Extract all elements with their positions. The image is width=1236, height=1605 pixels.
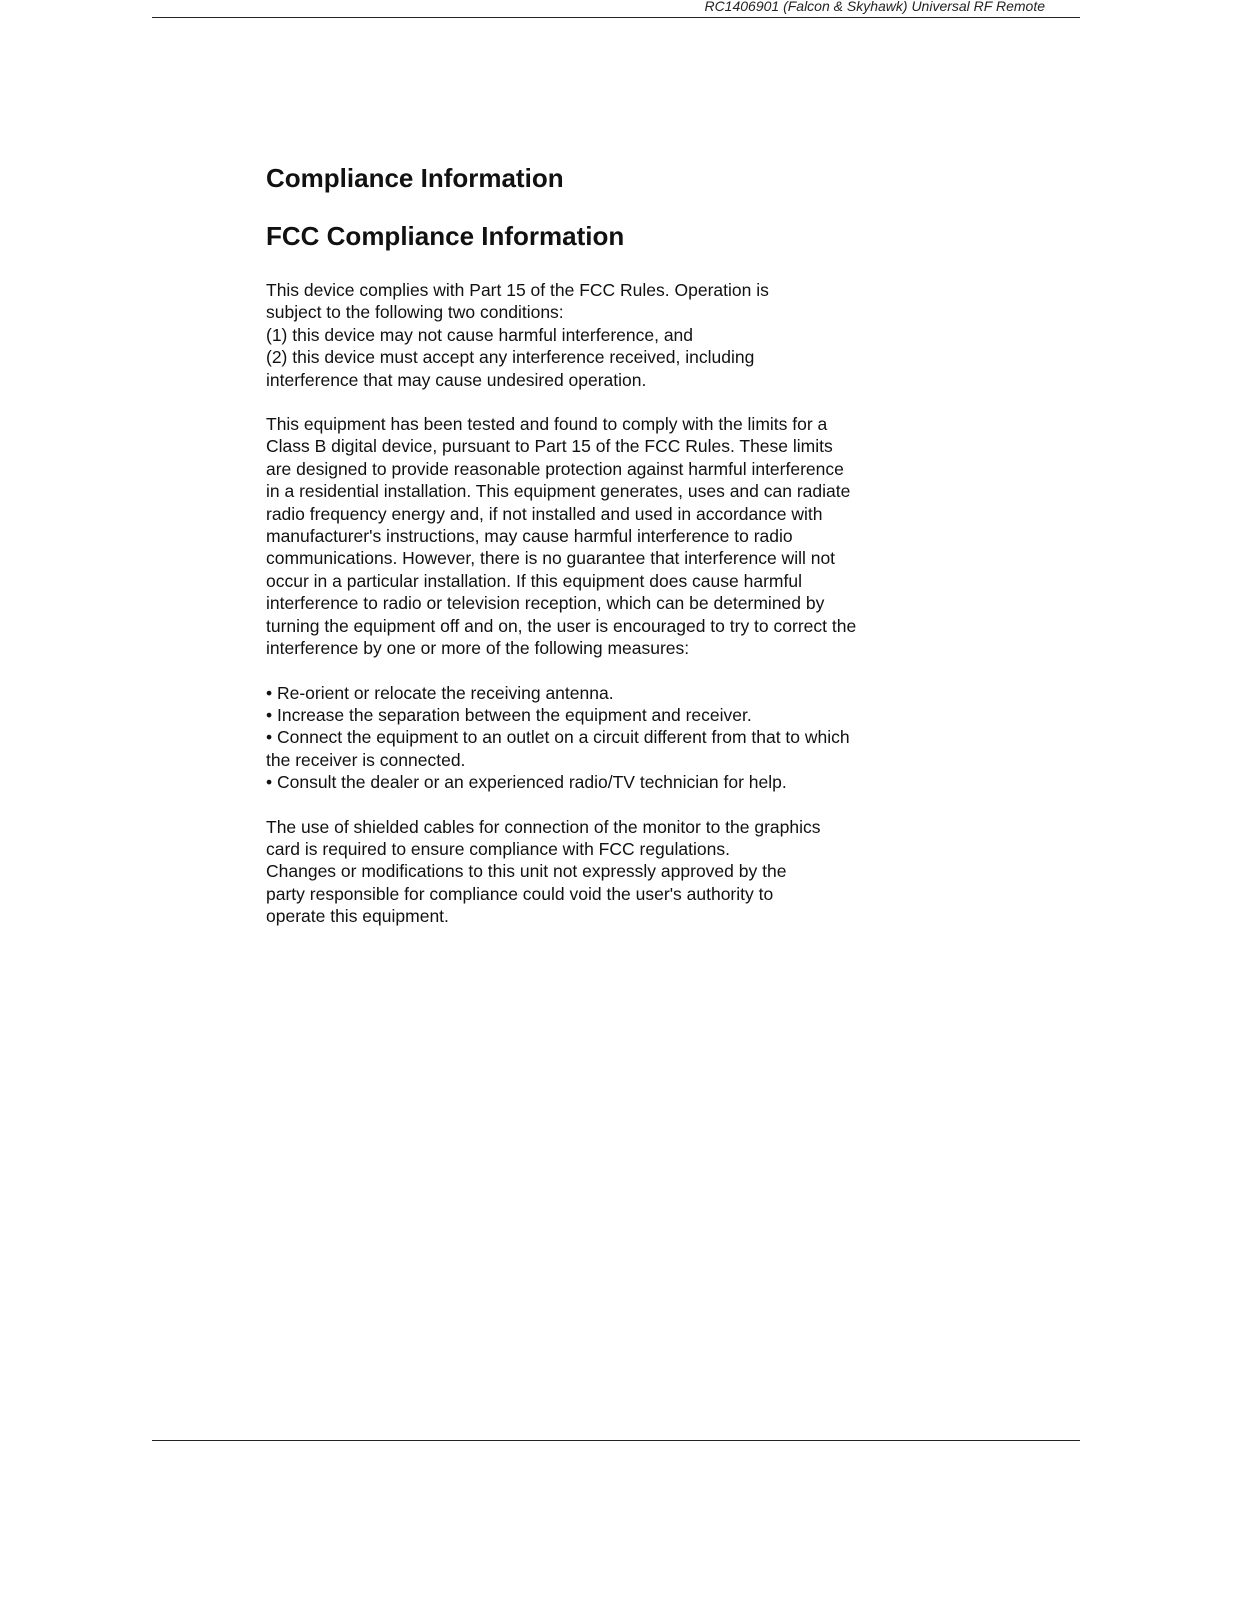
list-item: • Increase the separation between the equipment and receiver. [266,704,752,725]
paragraph-line: party responsible for compliance could void the user's authority to [266,883,774,904]
footer-rule [152,1440,1080,1441]
list-item: • Re-orient or relocate the receiving antenna. [266,682,614,703]
testing-paragraph [266,413,966,659]
cables-paragraph [266,816,966,928]
paragraph-line: interference by one or more of the following measures: [266,638,690,659]
paragraph-line: (1) this device may not cause harmful interference, and [266,324,694,345]
paragraph-line: are designed to provide reasonable protection against harmful interference [266,458,844,479]
paragraph-line: Changes or modifications to this unit not expressly approved by the [266,861,787,882]
paragraph-line: (2) this device must accept any interference received, including [266,347,755,368]
list-item: • Connect the equipment to an outlet on a circuit different from that to which [266,727,850,748]
list-item: • Consult the dealer or an experienced radio/TV technician for help. [266,772,787,793]
paragraph-line: operate this equipment. [266,906,449,927]
page-title: Compliance Information [266,163,564,193]
header-rule [152,17,1080,18]
paragraph-line: subject to the following two conditions: [266,302,564,323]
running-header: RC1406901 (Falcon & Skyhawk) Universal RF Remote [704,0,1045,14]
paragraph-line: This device complies with Part 15 of the FCC Rules. Operation is [266,280,769,300]
section-subtitle: FCC Compliance Information [266,221,625,251]
paragraph-line: card is required to ensure compliance with FCC regulations. [266,838,730,859]
measures-list [266,682,966,794]
paragraph-line: turning the equipment off and on, the user is encouraged to try to correct the [266,615,857,636]
paragraph-line: communications. However, there is no guarantee that interference will not [266,548,836,569]
list-item: the receiver is connected. [266,749,466,770]
paragraph-line: occur in a particular installation. If this equipment does cause harmful [266,570,802,591]
paragraph-line: Class B digital device, pursuant to Part 15 of the FCC Rules. These limits [266,436,833,457]
paragraph-line: in a residential installation. This equipment generates, uses and can radiate [266,481,851,502]
paragraph-line: This equipment has been tested and found to comply with the limits for a [266,414,828,435]
conditions-paragraph [266,279,966,391]
paragraph-line: interference that may cause undesired operation. [266,369,647,390]
paragraph-line: interference to radio or television reception, which can be determined by [266,593,825,614]
page-content [266,160,966,928]
paragraph-line: The use of shielded cables for connection of the monitor to the graphics [266,816,821,837]
paragraph-line: manufacturer's instructions, may cause harmful interference to radio [266,526,793,547]
paragraph-line: radio frequency energy and, if not installed and used in accordance with [266,503,823,524]
